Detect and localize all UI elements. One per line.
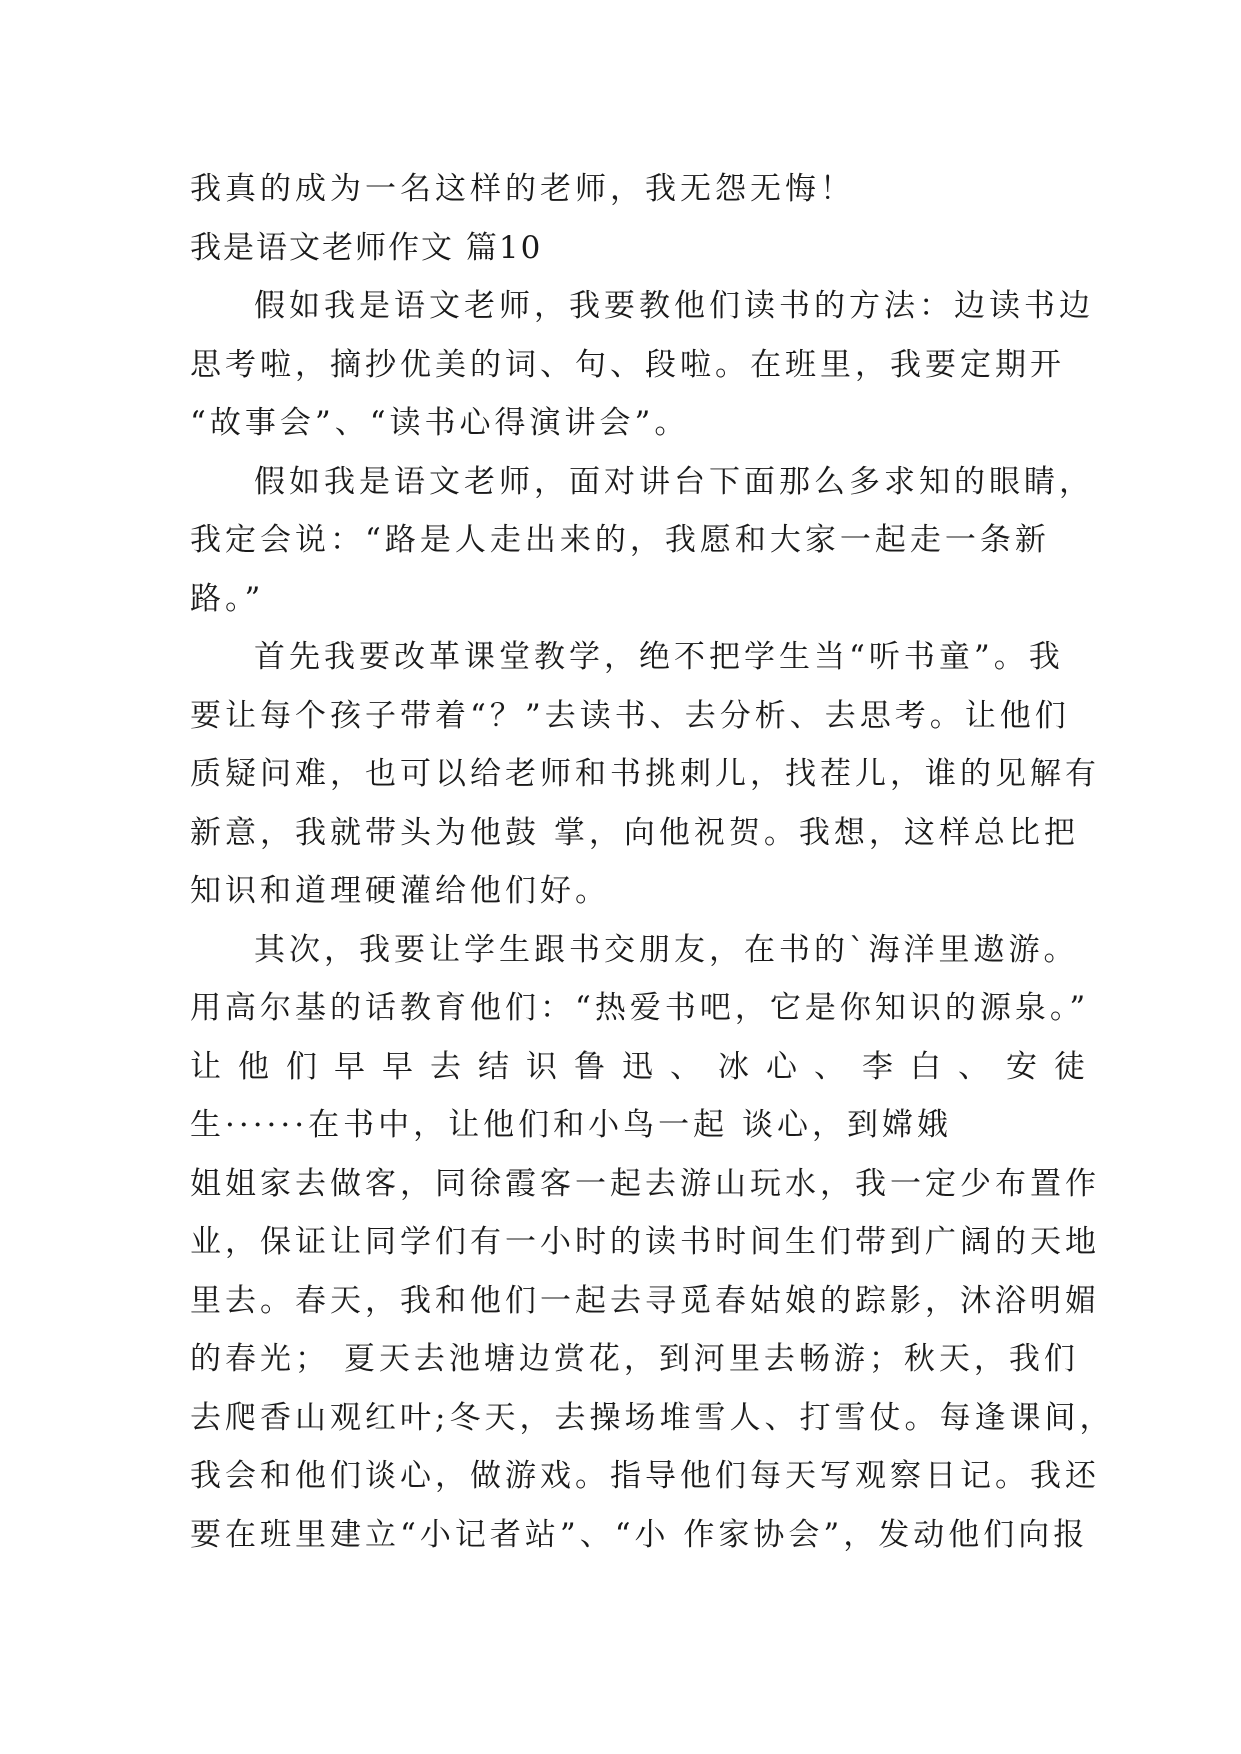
text-line: 业，保证让同学们有一小时的读书时间生们带到广阔的天地 [190, 1224, 1100, 1260]
document-page [190, 160, 1115, 1564]
text-line: 要在班里建立“小记者站”、“小 作家协会”，发动他们向报 [190, 1516, 1089, 1553]
text-line: 其次，我要让学生跟书交朋友，在书的`海洋里遨游。 [254, 931, 1079, 968]
text-line: 路。” [190, 580, 265, 617]
text-line: 我定会说：“路是人走出来的，我愿和大家一起走一条新 [190, 522, 1050, 558]
text-line: 要让每个孩子带着“？”去读书、去分析、去思考。让他们 [190, 697, 1070, 734]
text-line: “故事会”、“读书心得演讲会”。 [190, 405, 690, 441]
text-line: 首先我要改革课堂教学，绝不把学生当“听书童”。我 [254, 639, 1064, 675]
text-line: 质疑问难，也可以给老师和书挑刺儿，找茬儿，谁的见解有 [190, 756, 1100, 792]
text-line: 生······在书中，让他们和小鸟一起 谈心，到嫦娥 [190, 1107, 952, 1143]
text-line: 里去。春天，我和他们一起去寻觅春姑娘的踪影，沐浴明媚 [190, 1282, 1100, 1319]
text-line: 我真的成为一名这样的老师，我无怨无悔！ [190, 171, 855, 207]
text-line: 假如我是语文老师，面对讲台下面那么多求知的眼睛， [254, 463, 1094, 500]
text-line: 知识和道理硬灌给他们好。 [190, 873, 610, 909]
text-line: 姐姐家去做客，同徐霞客一起去游山玩水，我一定少布置作 [190, 1165, 1100, 1202]
text-line: 让他们早早去结识鲁迅、冰心、李白、安徒 [190, 1048, 1102, 1085]
text-line: 去爬香山观红叶;冬天，去操场堆雪人、打雪仗。每逢课间， [190, 1399, 1115, 1436]
text-line: 新意，我就带头为他鼓 掌，向他祝贺。我想，这样总比把 [190, 814, 1079, 851]
section-title: 我是语文老师作文 篇10 [190, 229, 543, 266]
text-line: 思考啦，摘抄优美的词、句、段啦。在班里，我要定期开 [190, 346, 1065, 383]
text-line: 我会和他们谈心，做游戏。指导他们每天写观察日记。我还 [190, 1458, 1100, 1494]
text-line: 假如我是语文老师，我要教他们读书的方法：边读书边 [254, 288, 1094, 324]
text-line: 的春光； 夏天去池塘边赏花，到河里去畅游；秋天，我们 [190, 1341, 1079, 1377]
text-line: 用高尔基的话教育他们：“热爱书吧，它是你知识的源泉。” [190, 990, 1090, 1026]
